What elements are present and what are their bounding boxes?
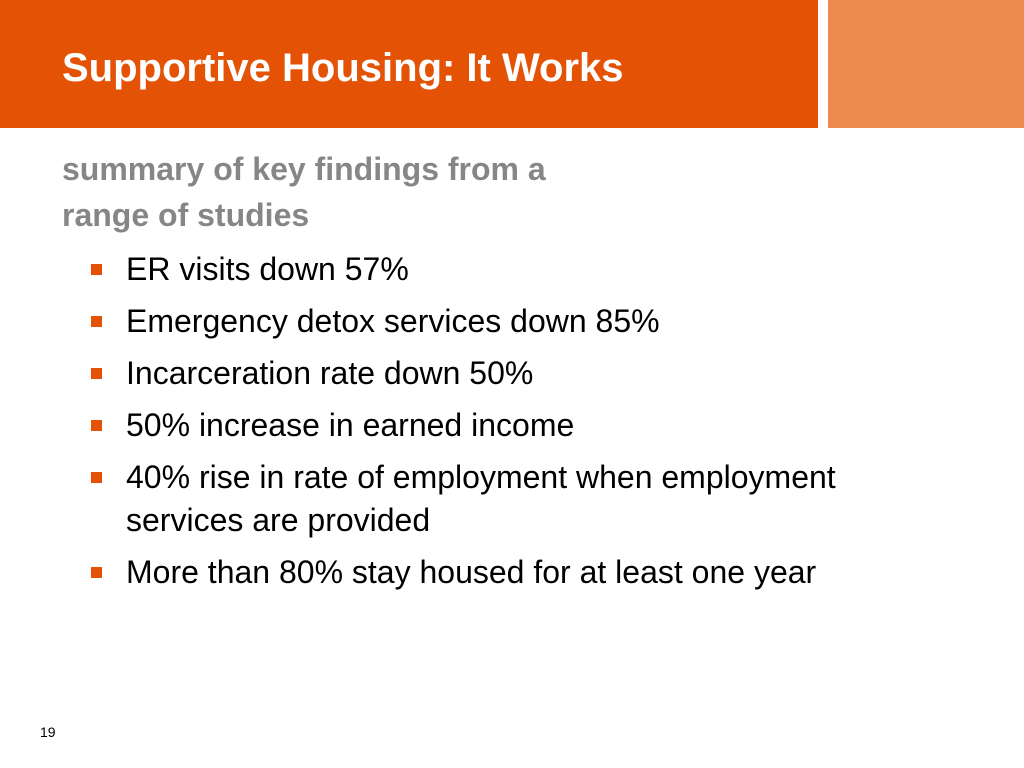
slide-subtitle (62, 146, 762, 238)
square-bullet-icon (91, 472, 102, 483)
finding-item (86, 248, 926, 291)
finding-text: Emergency detox services down 85% (126, 303, 660, 339)
page-number: 19 (40, 724, 56, 740)
finding-item (86, 300, 926, 343)
finding-item (86, 404, 926, 447)
finding-item (86, 456, 926, 542)
finding-text: ER visits down 57% (126, 251, 409, 287)
title-bar (0, 0, 818, 128)
finding-item (86, 352, 926, 395)
subtitle-line: range of studies (62, 197, 310, 233)
findings-list (86, 248, 926, 603)
subtitle-line: summary of key findings from a (62, 151, 546, 187)
square-bullet-icon (91, 567, 102, 578)
finding-text: 50% increase in earned income (126, 407, 575, 443)
finding-text: 40% rise in rate of employment when employment services are provided (126, 459, 836, 538)
square-bullet-icon (91, 420, 102, 431)
slide-title: Supportive Housing: It Works (62, 46, 624, 90)
finding-item (86, 551, 926, 594)
square-bullet-icon (91, 368, 102, 379)
finding-text: More than 80% stay housed for at least one year (126, 554, 817, 590)
square-bullet-icon (91, 264, 102, 275)
finding-text: Incarceration rate down 50% (126, 355, 534, 391)
corner-accent-block (828, 0, 1024, 128)
square-bullet-icon (91, 316, 102, 327)
